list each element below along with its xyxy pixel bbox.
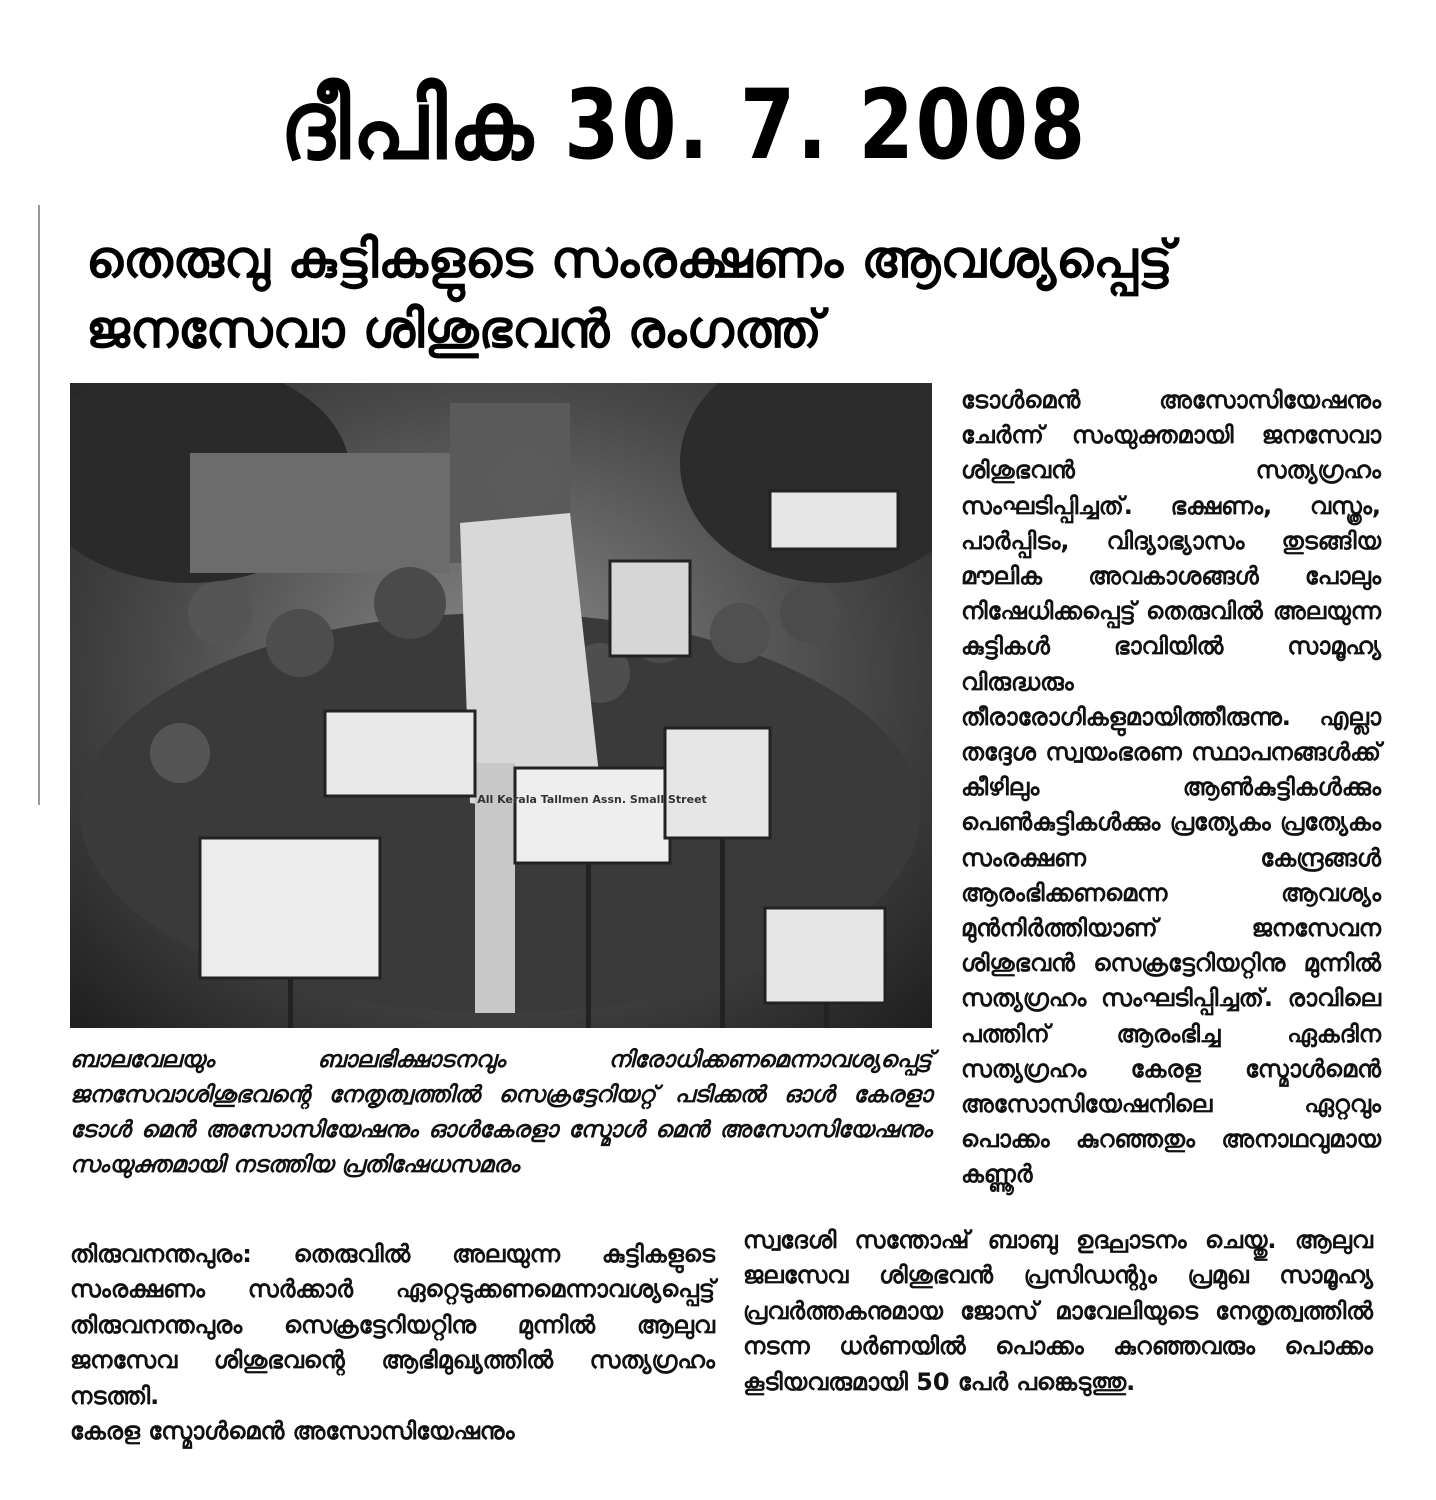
newspaper-clipping	[38, 205, 1400, 1475]
article-right-column	[961, 383, 1381, 1193]
headline-line-2: ജനസേവാ ശിശുഭവന്‍ രംഗത്ത്	[86, 300, 822, 360]
article-bottom-left-column	[70, 1237, 715, 1449]
masthead-title: ദീപിക 30. 7. 2008	[280, 69, 1088, 181]
news-photo	[70, 383, 932, 1028]
photo-illustration	[70, 383, 932, 1028]
article-lead-paragraph: തിരുവനന്തപുരം: തെരുവില്‍ അലയുന്ന കുട്ടികളുടെ സംരക്ഷണം സര്‍ക്കാര്‍ ഏറ്റെടുക്കണമെന്നാവശ്യപ്പെട്ട് തിരുവനന്തപുരം സെക്രട്ടേറിയറ്റിനു മുന്നില്‍ ആലുവ ജനസേവ ശിശുഭവന്റെ ആഭിമുഖ്യത്തില്‍ സത്യഗ്രഹം നടത്തി.	[70, 1240, 715, 1410]
right-column-text: ടോള്‍മെന്‍ അസോസിയേഷനും ചേര്‍ന്ന് സംയുക്തമായി ജനസേവാ ശിശുഭവന്‍ സത്യഗ്രഹം സംഘടിപ്പിച്ചത്. ഭക്ഷണം, വസ്ത്രം, പാര്‍പ്പിടം, വിദ്യാഭ്യാസം തുടങ്ങിയ മൗലിക അവകാശങ്ങള്‍ പോലും നിഷേധിക്കപ്പെട്ട് തെരുവില്‍ അലയുന്ന കുട്ടികള്‍ ഭാവിയില്‍ സാമൂഹ്യ വിരുദ്ധരും തീരാരോഗികളുമായിത്തീരുന്നു. എല്ലാ തദ്ദേശ സ്വയംഭരണ സ്ഥാപനങ്ങള്‍ക്ക് കീഴിലും ആണ്‍കുട്ടികള്‍ക്കും പെണ്‍കുട്ടികള്‍ക്കും പ്രത്യേകം പ്രത്യേകം സംരക്ഷണ കേന്ദ്രങ്ങള്‍ ആരംഭിക്കണമെന്ന ആവശ്യം മുന്‍നിര്‍ത്തിയാണ് ജനസേവന ശിശുഭവന്‍ സെക്രട്ടേറിയറ്റിനു മുന്നില്‍ സത്യഗ്രഹം സംഘടിപ്പിച്ചത്. രാവിലെ പത്തിന് ആരംഭിച്ച ഏകദിന സത്യഗ്രഹം കേരള സ്മോള്‍മെന്‍ അസോസിയേഷനിലെ ഏറ്റവും പൊക്കം കുറഞ്ഞതും അനാഥവുമായ കണ്ണൂര്‍	[961, 386, 1381, 1189]
placard-text: All Kerala Tallmen Assn. Small Street	[477, 793, 707, 806]
headline-line-1: തെരുവു കുട്ടികളുടെ സംരക്ഷണം ആവശ്യപ്പെട്ട്	[86, 230, 1173, 290]
bottom-right-text: സ്വദേശി സന്തോഷ് ബാബു ഉദ്ഘാടനം ചെയ്തു. ആലുവ ജലസേവ ശിശുഭവന്‍ പ്രസിഡന്റും പ്രമുഖ സാമൂഹ്യ പ്രവര്‍ത്തകനുമായ ജോസ് മാവേലിയുടെ നേതൃത്വത്തില്‍ നടന്ന ധര്‍ണയില്‍ പൊക്കം കുറഞ്ഞവരും പൊക്കം കൂടിയവരുമായി 50 പേര്‍ പങ്കെടുത്തു.	[743, 1226, 1373, 1396]
column-rule	[38, 205, 40, 805]
article-bottom-right-column	[743, 1223, 1373, 1400]
photo-caption: ബാലവേലയും ബാലഭിക്ഷാടനവും നിരോധിക്കണമെന്നാവശ്യപ്പെട്ട് ജനസേവാശിശുഭവന്റെ നേതൃത്വത്തില്‍ സെക്രട്ടേറിയറ്റ് പടിക്കല്‍ ഓള്‍ കേരളാ ടോള്‍ മെന്‍ അസോസിയേഷനും ഓള്‍കേരളാ സ്മോള്‍ മെന്‍ അസോസിയേഷനും സംയുക്തമായി നടത്തിയ പ്രതിഷേധസമരം	[70, 1047, 932, 1178]
article-paragraph-2: കേരള സ്മോള്‍മെന്‍ അസോസിയേഷനും	[70, 1417, 515, 1446]
